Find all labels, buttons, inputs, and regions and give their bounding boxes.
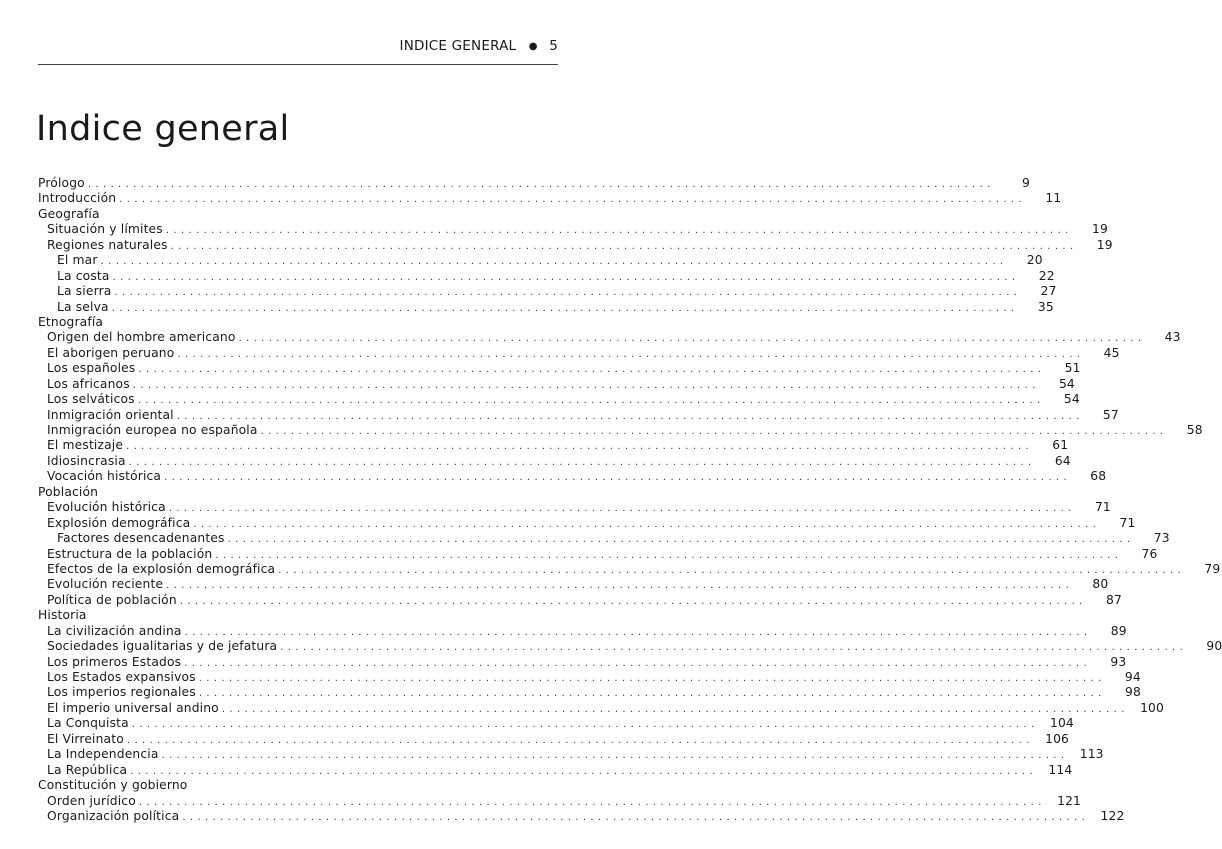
dot-leader: . . . . . . . . . . . . . . . . . . . . . . . . . . . . . . . . . . . . . . . . . . . . . . . . . . . . . . . . . . . . . . . . . . . . . . . . . . . . . . . . . . . . . . . . . . . . . . . . . . . . . . . . . . . . . . . . . . . . . . . . (119, 194, 1023, 206)
toc-entry-page: 94 (1124, 670, 1141, 684)
toc-entry[interactable] (38, 639, 1222, 654)
toc-entry[interactable] (38, 747, 1104, 762)
dot-leader: . . . . . . . . . . . . . . . . . . . . . . . . . . . . . . . . . . . . . . . . . . . . . . . . . . . . . . . . . . . . . . . . . . . . . . . . . . . . . . . . . . . . . . . . . . . . . . . . . . . . . . . . . . . . . . . . . . . . . . . . (168, 503, 1072, 515)
toc-entry[interactable] (38, 561, 1221, 577)
dot-leader: . . . . . . . . . . . . . . . . . . . . . . . . . . . . . . . . . . . . . . . . . . . . . . . . . . . . . . . . . . . . . . . . . . . . . . . . . . . . . . . . . . . . . . . . . . . . . . . . . . . . . . . . . . . . . . . . . . . . . . . . (128, 456, 1032, 468)
toc-entry[interactable] (38, 253, 1043, 268)
toc-entry-label: La costa (57, 268, 110, 283)
dot-leader: . . . . . . . . . . . . . . . . . . . . . . . . . . . . . . . . . . . . . . . . . . . . . . . . . . . . . . . . . . . . . . . . . . . . . . . . . . . . . . . . . . . . . . . . . . . . . . . . . . . . . . . . . . . . . . . . . . . . . . . . (165, 225, 1069, 237)
toc-entry-label: Orden jurídico (47, 793, 136, 808)
dot-leader: . . . . . . . . . . . . . . . . . . . . . . . . . . . . . . . . . . . . . . . . . . . . . . . . . . . . . . . . . . . . . . . . . . . . . . . . . . . . . . . . . . . . . . . . . . . . . . . . . . . . . . . . . . . . . . . . . . . . . . . . (132, 379, 1036, 391)
toc-entry-page: 20 (1026, 253, 1043, 268)
toc-entry-label: Inmigración europea no española (47, 423, 258, 437)
toc-entry-page: 61 (1052, 438, 1069, 453)
toc-entry-label: Estructura de la población (47, 546, 213, 561)
running-header (38, 38, 558, 54)
toc-entry[interactable] (38, 577, 1109, 592)
toc-entry[interactable] (38, 392, 1080, 407)
dot-leader: . . . . . . . . . . . . . . . . . . . . . . . . . . . . . . . . . . . . . . . . . . . . . . . . . . . . . . . . . . . . . . . . . . . . . . . . . . . . . . . . . . . . . . . . . . . . . . . . . . . . . . . . . . . . . . . . . . . . . . . . (137, 395, 1041, 407)
dot-leader: . . . . . . . . . . . . . . . . . . . . . . . . . . . . . . . . . . . . . . . . . . . . . . . . . . . . . . . . . . . . . . . . . . . . . . . . . . . . . . . . . . . . . . . . . . . . . . . . . . . . . . . . . . . . . . . . . . . . . . . . (221, 703, 1125, 715)
toc-entry-label: Población (38, 484, 99, 499)
toc-entry-page: 121 (1057, 793, 1082, 808)
toc-entry[interactable] (38, 654, 1127, 670)
toc-entry[interactable] (38, 808, 1125, 824)
toc-entry-label: Idiosincrasia (47, 453, 126, 468)
dot-leader: . . . . . . . . . . . . . . . . . . . . . . . . . . . . . . . . . . . . . . . . . . . . . . . . . . . . . . . . . . . . . . . . . . . . . . . . . . . . . . . . . . . . . . . . . . . . . . . . . . . . . . . . . . . . . . . . . . . . . . . . (227, 534, 1131, 546)
header-rule (38, 64, 558, 65)
toc-entry-label: El aborigen peruano (47, 345, 175, 360)
toc-entry-label: La Conquista (47, 716, 129, 731)
toc-entry-page: 122 (1100, 808, 1125, 823)
toc-entry-page: 68 (1090, 469, 1107, 484)
toc-entry-page: 106 (1045, 731, 1070, 746)
dot-leader: . . . . . . . . . . . . . . . . . . . . . . . . . . . . . . . . . . . . . . . . . . . . . . . . . . . . . . . . . . . . . . . . . . . . . . . . . . . . . . . . . . . . . . . . . . . . . . . . . . . . . . . . . . . . . . . . . . . . . . . . (198, 673, 1102, 684)
toc-entry-label: El Virreinato (47, 731, 124, 746)
dot-leader: . . . . . . . . . . . . . . . . . . . . . . . . . . . . . . . . . . . . . . . . . . . . . . . . . . . . . . . . . . . . . . . . . . . . . . . . . . . . . . . . . . . . . . . . . . . . . . . . . . . . . . . . . . . . . . . . . . . . . . . . (215, 549, 1119, 561)
toc-entry[interactable] (38, 623, 1127, 639)
toc-entry-page: 27 (1040, 284, 1057, 299)
toc-entry[interactable] (38, 345, 1120, 361)
toc-entry-label: Factores desencadenantes (57, 531, 225, 546)
toc-entry-label: Los selváticos (47, 392, 135, 407)
toc-entry-label: Origen del hombre americano (47, 330, 236, 345)
toc-entry[interactable] (38, 685, 1141, 700)
toc-entry-page: 11 (1045, 191, 1062, 206)
toc-entry[interactable] (38, 762, 1073, 778)
toc-entry[interactable] (38, 330, 1181, 345)
dot-leader: . . . . . . . . . . . . . . . . . . . . . . . . . . . . . . . . . . . . . . . . . . . . . . . . . . . . . . . . . . . . . . . . . . . . . . . . . . . . . . . . . . . . . . . . . . . . . . . . . . . . . . . . . . . . . . . . . . . . . . . . (111, 302, 1015, 314)
dot-leader: . . . . . . . . . . . . . . . . . . . . . . . . . . . . . . . . . . . . . . . . . . . . . . . . . . . . . . . . . . . . . . . . . . . . . . . . . . . . . . . . . . . . . . . . . . . . . . . . . . . . . . . . . . . . . . . . . . . . . . . . (100, 256, 1004, 268)
toc-entry-page: 104 (1049, 716, 1074, 731)
toc-entry-label: Etnografía (38, 314, 104, 329)
toc-entry-page: 87 (1105, 592, 1122, 607)
dot-leader: . . . . . . . . . . . . . . . . . . . . . . . . . . . . . . . . . . . . . . . . . . . . . . . . . . . . . . . . . . . . . . . . . . . . . . . . . . . . . . . . . . . . . . . . . . . . . . . . . . . . . . . . . . . . . . . . . . . . . . . . (138, 796, 1043, 808)
toc-entry[interactable] (38, 500, 1111, 515)
toc-entry-page: 89 (1110, 623, 1127, 638)
dot-leader: . . . . . . . . . . . . . . . . . . . . . . . . . . . . . . . . . . . . . . . . . . . . . . . . . . . . . . . . . . . . . . . . . . . . . . . . . . . . . . . . . . . . . . . . . . . . . . . . . . . . . . . . . . . . . . . . . . . . . . . . (177, 348, 1081, 360)
toc-section-heading[interactable] (38, 315, 558, 330)
toc-entry-label: Constitución y gobierno (38, 778, 188, 793)
dot-leader: . . . . . . . . . . . . . . . . . . . . . . . . . . . . . . . . . . . . . . . . . . . . . . . . . . . . . . . . . . . . . . . . . . . . . . . . . . . . . . . . . . . . . . . . . . . . . . . . . . . . . . . . . . . . . . . . . . . . . . . . (182, 811, 1086, 823)
dot-leader: . . . . . . . . . . . . . . . . . . . . . . . . . . . . . . . . . . . . . . . . . . . . . . . . . . . . . . . . . . . . . . . . . . . . . . . . . . . . . . . . . . . . . . . . . . . . . . . . . . . . . . . . . . . . . . . . . . . . . . . . (130, 765, 1034, 777)
toc-entry[interactable] (38, 423, 1203, 438)
toc-entry-label: Explosión demográfica (47, 515, 191, 530)
toc-entry-page: 35 (1037, 299, 1054, 314)
dot-leader: . . . . . . . . . . . . . . . . . . . . . . . . . . . . . . . . . . . . . . . . . . . . . . . . . . . . . . . . . . . . . . . . . . . . . . . . . . . . . . . . . . . . . . . . . . . . . . . . . . . . . . . . . . . . . . . . . . . . . . . . (87, 179, 991, 190)
toc-entry-label: La sierra (57, 284, 112, 299)
toc-entry-label: Historia (38, 608, 87, 623)
dot-leader: . . . . . . . . . . . . . . . . . . . . . . . . . . . . . . . . . . . . . . . . . . . . . . . . . . . . . . . . . . . . . . . . . . . . . . . . . . . . . . . . . . . . . . . . . . . . . . . . . . . . . . . . . . . . . . . . . . . . . . . . (280, 642, 1184, 654)
dot-leader: . . . . . . . . . . . . . . . . . . . . . . . . . . . . . . . . . . . . . . . . . . . . . . . . . . . . . . . . . . . . . . . . . . . . . . . . . . . . . . . . . . . . . . . . . . . . . . . . . . . . . . . . . . . . . . . . . . . . . . . . (184, 626, 1088, 638)
dot-leader: . . . . . . . . . . . . . . . . . . . . . . . . . . . . . . . . . . . . . . . . . . . . . . . . . . . . . . . . . . . . . . . . . . . . . . . . . . . . . . . . . . . . . . . . . . . . . . . . . . . . . . . . . . . . . . . . . . . . . . . . (112, 271, 1016, 283)
toc-entry-page: 73 (1153, 531, 1170, 546)
bullet-icon: ● (528, 41, 538, 52)
toc-entry[interactable] (38, 793, 1082, 809)
toc-section-heading[interactable] (38, 778, 558, 793)
toc-entry[interactable] (38, 515, 1136, 531)
dot-leader: . . . . . . . . . . . . . . . . . . . . . . . . . . . . . . . . . . . . . . . . . . . . . . . . . . . . . . . . . . . . . . . . . . . . . . . . . . . . . . . . . . . . . . . . . . . . . . . . . . . . . . . . . . . . . . . . . . . . . . . . (176, 410, 1080, 422)
toc-entry[interactable] (38, 453, 1071, 469)
toc-entry[interactable] (38, 670, 1141, 685)
toc-entry[interactable] (38, 407, 1119, 423)
toc-section-heading[interactable] (38, 608, 558, 623)
dot-leader: . . . . . . . . . . . . . . . . . . . . . . . . . . . . . . . . . . . . . . . . . . . . . . . . . . . . . . . . . . . . . . . . . . . . . . . . . . . . . . . . . . . . . . . . . . . . . . . . . . . . . . . . . . . . . . . . . . . . . . . . (184, 657, 1088, 669)
toc-entry[interactable] (38, 731, 1070, 747)
toc-entry[interactable] (38, 222, 1108, 237)
dot-leader: . . . . . . . . . . . . . . . . . . . . . . . . . . . . . . . . . . . . . . . . . . . . . . . . . . . . . . . . . . . . . . . . . . . . . . . . . . . . . . . . . . . . . . . . . . . . . . . . . . . . . . . . . . . . . . . . . . . . . . . . (179, 595, 1083, 607)
toc-entry-page: 71 (1094, 500, 1111, 515)
toc-entry-label: La República (47, 762, 128, 777)
toc-entry-page: 90 (1206, 639, 1222, 654)
toc-entry[interactable] (38, 700, 1164, 716)
toc-entry-page: 80 (1092, 577, 1109, 592)
toc-entry-label: Situación y límites (47, 222, 163, 237)
toc-entry-label: La civilización andina (47, 623, 182, 638)
toc-entry-page: 54 (1058, 376, 1075, 391)
dot-leader: . . . . . . . . . . . . . . . . . . . . . . . . . . . . . . . . . . . . . . . . . . . . . . . . . . . . . . . . . . . . . . . . . . . . . . . . . . . . . . . . . . . . . . . . . . . . . . . . . . . . . . . . . . . . . . . . . . . . . . . . (131, 719, 1035, 731)
toc-entry-page: 54 (1063, 392, 1080, 407)
dot-leader: . . . . . . . . . . . . . . . . . . . . . . . . . . . . . . . . . . . . . . . . . . . . . . . . . . . . . . . . . . . . . . . . . . . . . . . . . . . . . . . . . . . . . . . . . . . . . . . . . . . . . . . . . . . . . . . . . . . . . . . . (170, 240, 1074, 252)
dot-leader: . . . . . . . . . . . . . . . . . . . . . . . . . . . . . . . . . . . . . . . . . . . . . . . . . . . . . . . . . . . . . . . . . . . . . . . . . . . . . . . . . . . . . . . . . . . . . . . . . . . . . . . . . . . . . . . . . . . . . . . . (260, 426, 1164, 437)
dot-leader: . . . . . . . . . . . . . . . . . . . . . . . . . . . . . . . . . . . . . . . . . . . . . . . . . . . . . . . . . . . . . . . . . . . . . . . . . . . . . . . . . . . . . . . . . . . . . . . . . . . . . . . . . . . . . . . . . . . . . . . . (278, 564, 1182, 576)
toc-entry-label: Política de población (47, 592, 177, 607)
toc-entry-page: 43 (1164, 330, 1181, 345)
toc-entry-label: El imperio universal andino (47, 700, 219, 715)
toc-entry-page: 79 (1204, 561, 1221, 576)
toc-entry-label: Los Estados expansivos (47, 670, 196, 684)
toc-entry-label: Vocación histórica (47, 469, 162, 484)
toc-entry[interactable] (38, 592, 1122, 608)
toc-entry[interactable] (38, 546, 1158, 562)
toc-entry[interactable] (38, 438, 1069, 453)
running-title: INDICE GENERAL (399, 38, 517, 54)
toc-entry-page: 9 (1021, 176, 1030, 190)
toc-entry-page: 45 (1103, 345, 1120, 360)
toc-entry-page: 19 (1092, 222, 1108, 237)
toc-entry-label: Efectos de la explosión demográfica (47, 561, 276, 576)
toc-entry-page: 114 (1048, 762, 1073, 777)
toc-entry-label: Inmigración oriental (47, 407, 174, 422)
page-number: 5 (549, 38, 558, 54)
toc-entry-page: 93 (1110, 654, 1127, 669)
page-title: Indice general (36, 109, 290, 149)
toc-entry[interactable] (38, 361, 1081, 376)
dot-leader: . . . . . . . . . . . . . . . . . . . . . . . . . . . . . . . . . . . . . . . . . . . . . . . . . . . . . . . . . . . . . . . . . . . . . . . . . . . . . . . . . . . . . . . . . . . . . . . . . . . . . . . . . . . . . . . . . . . . . . . . (126, 734, 1031, 746)
toc-entry[interactable] (38, 191, 1062, 206)
toc-entry-page: 98 (1125, 685, 1141, 700)
toc-entry[interactable] (38, 268, 1055, 284)
toc-entry[interactable] (38, 716, 1074, 731)
toc-entry-page: 71 (1119, 515, 1136, 530)
toc-section-heading[interactable] (38, 207, 558, 222)
toc-entry-label: La Independencia (47, 747, 159, 762)
dot-leader: . . . . . . . . . . . . . . . . . . . . . . . . . . . . . . . . . . . . . . . . . . . . . . . . . . . . . . . . . . . . . . . . . . . . . . . . . . . . . . . . . . . . . . . . . . . . . . . . . . . . . . . . . . . . . . . . . . . . . . . . (114, 287, 1018, 299)
toc-entry[interactable] (38, 531, 1170, 546)
toc-section-heading[interactable] (38, 485, 558, 500)
toc-entry-label: El mar (57, 253, 98, 268)
toc-entry-page: 22 (1038, 268, 1055, 283)
toc-entry-page: 100 (1140, 700, 1164, 715)
dot-leader: . . . . . . . . . . . . . . . . . . . . . . . . . . . . . . . . . . . . . . . . . . . . . . . . . . . . . . . . . . . . . . . . . . . . . . . . . . . . . . . . . . . . . . . . . . . . . . . . . . . . . . . . . . . . . . . . . . . . . . . . (161, 750, 1065, 762)
toc-entry-label: El mestizaje (47, 438, 124, 453)
toc-entry-label: Organización política (47, 808, 180, 823)
dot-leader: . . . . . . . . . . . . . . . . . . . . . . . . . . . . . . . . . . . . . . . . . . . . . . . . . . . . . . . . . . . . . . . . . . . . . . . . . . . . . . . . . . . . . . . . . . . . . . . . . . . . . . . . . . . . . . . . . . . . . . . . (238, 333, 1142, 345)
toc-entry-page: 19 (1096, 237, 1113, 252)
toc-entry-page: 64 (1054, 453, 1071, 468)
toc-entry-label: Los africanos (47, 376, 130, 391)
toc-entry[interactable] (38, 284, 1057, 299)
toc-entry[interactable] (38, 376, 1075, 392)
dot-leader: . . . . . . . . . . . . . . . . . . . . . . . . . . . . . . . . . . . . . . . . . . . . . . . . . . . . . . . . . . . . . . . . . . . . . . . . . . . . . . . . . . . . . . . . . . . . . . . . . . . . . . . . . . . . . . . . . . . . . . . . (198, 688, 1102, 700)
toc-entry-label: Evolución reciente (47, 577, 164, 592)
toc-entry-label: Los imperios regionales (47, 685, 196, 700)
dot-leader: . . . . . . . . . . . . . . . . . . . . . . . . . . . . . . . . . . . . . . . . . . . . . . . . . . . . . . . . . . . . . . . . . . . . . . . . . . . . . . . . . . . . . . . . . . . . . . . . . . . . . . . . . . . . . . . . . . . . . . . . (193, 518, 1097, 530)
toc-entry-label: Los españoles (47, 361, 136, 376)
toc-entry-label: Prólogo (38, 176, 85, 190)
toc-entry-page: 57 (1102, 407, 1119, 422)
dot-leader: . . . . . . . . . . . . . . . . . . . . . . . . . . . . . . . . . . . . . . . . . . . . . . . . . . . . . . . . . . . . . . . . . . . . . . . . . . . . . . . . . . . . . . . . . . . . . . . . . . . . . . . . . . . . . . . . . . . . . . . . (138, 364, 1042, 376)
toc-entry[interactable] (38, 237, 1113, 253)
toc-entry-page: 113 (1079, 747, 1104, 762)
table-of-contents (38, 176, 1222, 824)
toc-entry-label: Evolución histórica (47, 500, 166, 515)
toc-entry[interactable] (38, 469, 1107, 484)
toc-entry[interactable] (38, 176, 1030, 191)
toc-entry-label: Los primeros Estados (47, 654, 182, 669)
dot-leader: . . . . . . . . . . . . . . . . . . . . . . . . . . . . . . . . . . . . . . . . . . . . . . . . . . . . . . . . . . . . . . . . . . . . . . . . . . . . . . . . . . . . . . . . . . . . . . . . . . . . . . . . . . . . . . . . . . . . . . . . (126, 441, 1030, 453)
toc-entry-page: 58 (1186, 423, 1203, 437)
toc-entry[interactable] (38, 299, 1054, 315)
toc-entry-label: Regiones naturales (47, 237, 168, 252)
toc-entry-label: La selva (57, 299, 109, 314)
toc-entry-label: Introducción (38, 191, 117, 206)
toc-entry-label: Geografía (38, 206, 100, 221)
toc-entry-page: 76 (1141, 546, 1158, 561)
dot-leader: . . . . . . . . . . . . . . . . . . . . . . . . . . . . . . . . . . . . . . . . . . . . . . . . . . . . . . . . . . . . . . . . . . . . . . . . . . . . . . . . . . . . . . . . . . . . . . . . . . . . . . . . . . . . . . . . . . . . . . . . (166, 580, 1070, 592)
toc-entry-page: 51 (1064, 361, 1081, 376)
dot-leader: . . . . . . . . . . . . . . . . . . . . . . . . . . . . . . . . . . . . . . . . . . . . . . . . . . . . . . . . . . . . . . . . . . . . . . . . . . . . . . . . . . . . . . . . . . . . . . . . . . . . . . . . . . . . . . . . . . . . . . . . (164, 472, 1068, 484)
toc-entry-label: Sociedades igualitarias y de jefatura (47, 639, 278, 654)
